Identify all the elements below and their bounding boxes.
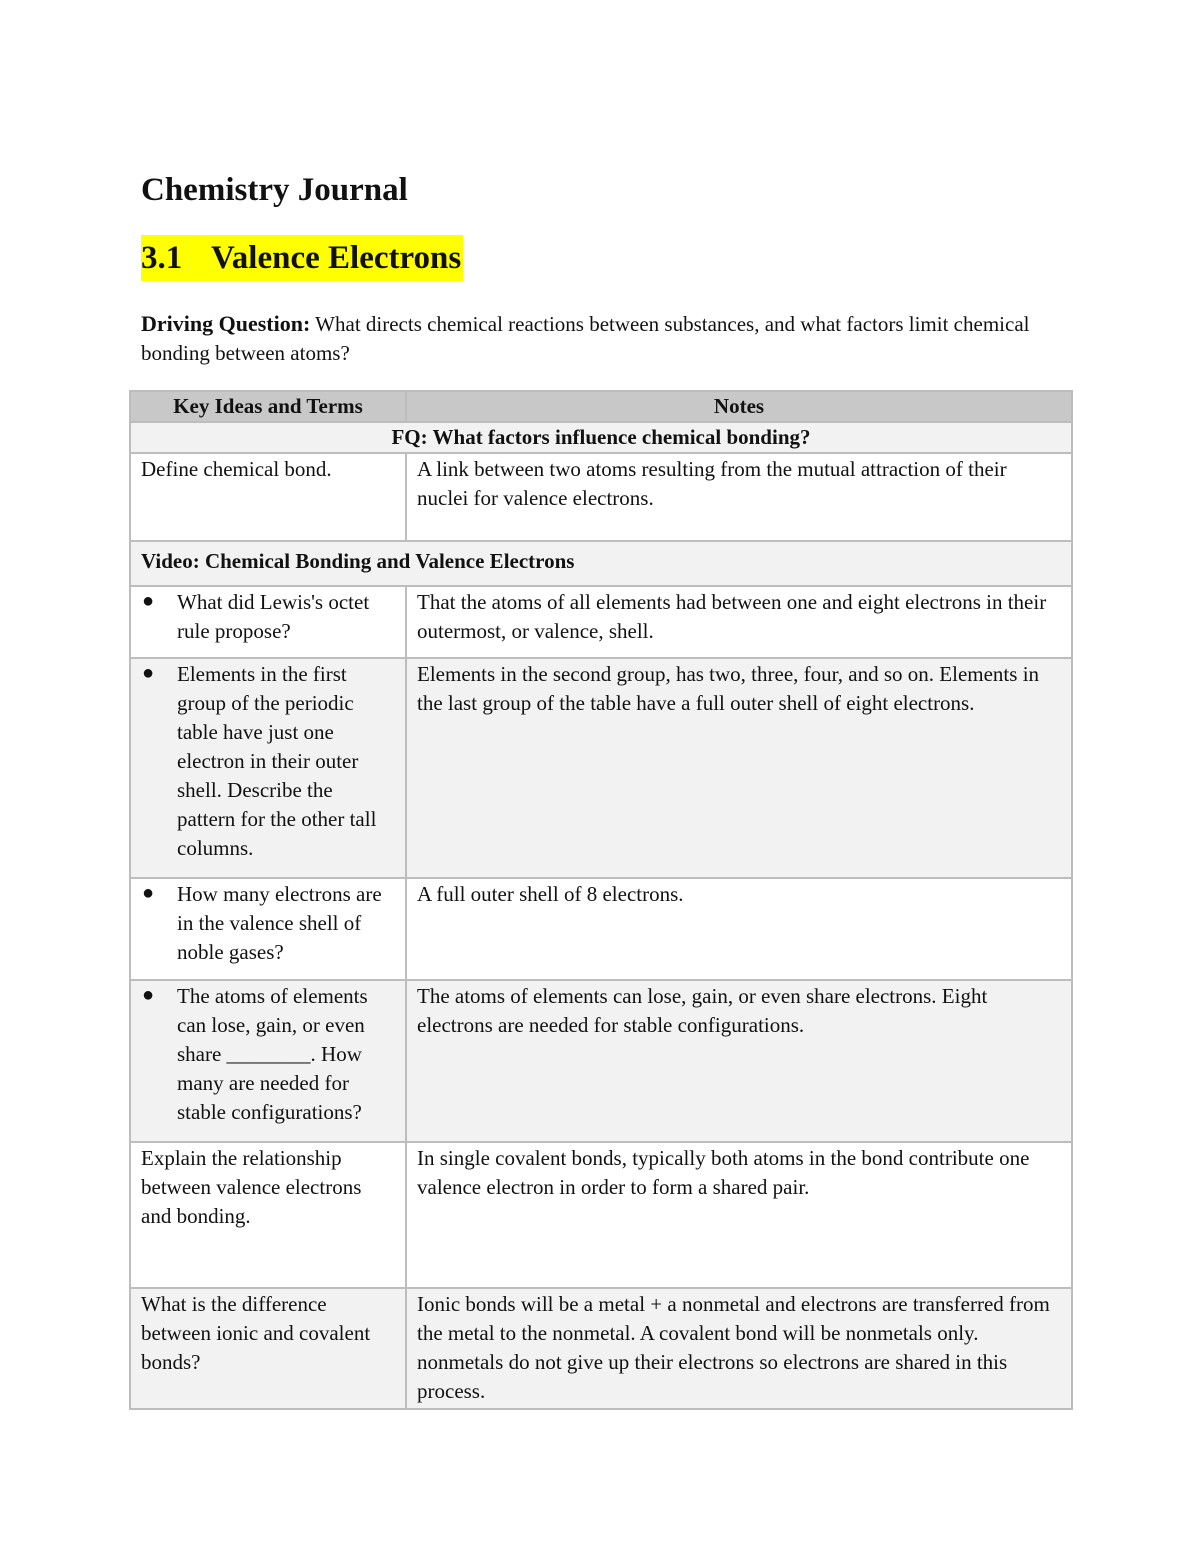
note-cell: Ionic bonds will be a metal + a nonmetal and electrons are transferred from the metal to the nonmetal. A covalent bond will be nonmetals only. nonmetals do not give up their electrons so electrons are shared in this process. — [406, 1288, 1072, 1409]
driving-question — [141, 309, 1041, 368]
table-row — [130, 586, 1072, 658]
term-text: How many electrons are in the valence shell of noble gases? — [177, 882, 382, 964]
section-name: Valence Electrons — [211, 240, 462, 276]
video-row — [130, 541, 1072, 586]
bullet-icon: ● — [142, 662, 155, 684]
focus-question-row — [130, 422, 1072, 453]
section-number: 3.1 — [141, 240, 183, 276]
note-cell: The atoms of elements can lose, gain, or even share electrons. Eight electrons are needed for stable configurations. — [406, 980, 1072, 1142]
bullet-icon: ● — [142, 590, 155, 612]
table-row — [130, 1288, 1072, 1409]
journal-table — [129, 390, 1073, 1410]
table-row — [130, 878, 1072, 980]
focus-question: FQ: What factors influence chemical bonding? — [130, 422, 1072, 453]
table-row — [130, 658, 1072, 878]
note-cell: In single covalent bonds, typically both atoms in the bond contribute one valence electron in order to form a shared pair. — [406, 1142, 1072, 1288]
term-text: Elements in the first group of the periodic table have just one electron in their outer shell. Describe the pattern for the other tall columns. — [177, 662, 377, 860]
table-header-row — [130, 391, 1072, 422]
page-title: Chemistry Journal — [141, 172, 408, 208]
driving-question-label: Driving Question: — [141, 311, 311, 336]
note-cell: A link between two atoms resulting from the mutual attraction of their nuclei for valence electrons. — [406, 453, 1072, 541]
table-row — [130, 1142, 1072, 1288]
term-cell — [130, 878, 406, 980]
section-title — [141, 235, 463, 281]
header-key-ideas: Key Ideas and Terms — [130, 391, 406, 422]
term-cell — [130, 586, 406, 658]
term-cell: What is the difference between ionic and covalent bonds? — [130, 1288, 406, 1409]
table-row — [130, 980, 1072, 1142]
term-text: What did Lewis's octet rule propose? — [177, 590, 370, 643]
bullet-icon: ● — [142, 882, 155, 904]
table-row — [130, 453, 1072, 541]
note-cell: Elements in the second group, has two, three, four, and so on. Elements in the last group of the table have a full outer shell of eight electrons. — [406, 658, 1072, 878]
term-cell: Define chemical bond. — [130, 453, 406, 541]
term-text: The atoms of elements can lose, gain, or even share ________. How many are needed for stable configurations? — [177, 984, 368, 1124]
term-cell — [130, 980, 406, 1142]
video-title: Video: Chemical Bonding and Valence Electrons — [130, 541, 1072, 586]
header-notes: Notes — [406, 391, 1072, 422]
note-cell: A full outer shell of 8 electrons. — [406, 878, 1072, 980]
note-cell: That the atoms of all elements had between one and eight electrons in their outermost, or valence, shell. — [406, 586, 1072, 658]
term-cell — [130, 658, 406, 878]
term-cell: Explain the relationship between valence electrons and bonding. — [130, 1142, 406, 1288]
driving-question-text: What directs chemical reactions between substances, and what factors limit chemical bonding between atoms? — [141, 312, 1030, 365]
bullet-icon: ● — [142, 984, 155, 1006]
